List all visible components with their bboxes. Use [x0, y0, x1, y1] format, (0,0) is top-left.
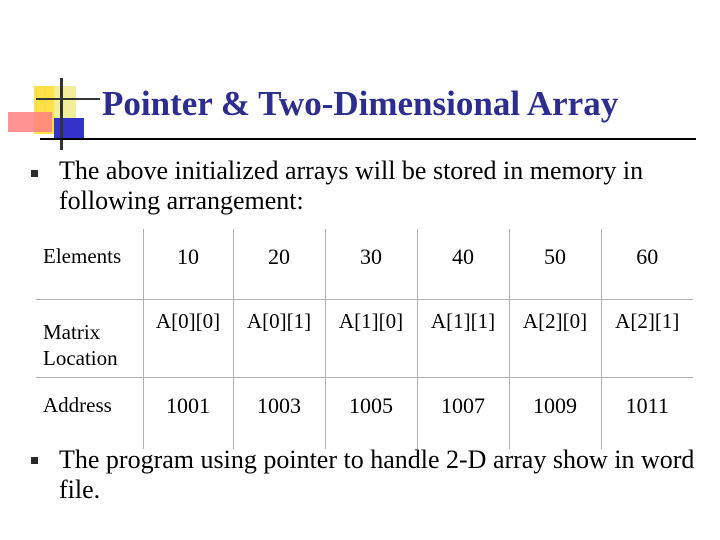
bullet-square-icon — [31, 170, 38, 177]
bullet-text-2: The program using pointer to handle 2-D array show in word file. — [59, 445, 695, 504]
table-cell: A[0][0] — [143, 300, 233, 378]
bullet-text-1: The above initialized arrays will be stored in memory in following arrangement: — [59, 156, 644, 215]
memory-arrangement-table — [36, 229, 693, 449]
table-cell: A[2][1] — [601, 300, 693, 378]
table-cell: A[0][1] — [233, 300, 325, 378]
table-cell: A[1][1] — [417, 300, 509, 378]
table-cell: 1003 — [233, 378, 325, 450]
slide-decoration-icon — [0, 0, 100, 150]
row-label-address: Address — [43, 393, 112, 417]
table-cell: 1001 — [143, 378, 233, 450]
title-divider — [40, 138, 696, 140]
table-cell: A[1][0] — [325, 300, 417, 378]
row-label-matrix-location: Matrix Location — [36, 300, 143, 378]
table-row — [36, 378, 693, 450]
table-cell: 1005 — [325, 378, 417, 450]
table-cell: 1011 — [601, 378, 693, 450]
table-cell: 20 — [233, 229, 325, 300]
table-row — [36, 229, 693, 300]
table-cell: 1009 — [509, 378, 601, 450]
slide-title: Pointer & Two-Dimensional Array — [102, 84, 619, 123]
row-label-elements: Elements — [43, 244, 122, 268]
table-cell: 30 — [325, 229, 417, 300]
table-cell: 50 — [509, 229, 601, 300]
table-row — [36, 300, 693, 378]
table-cell: 40 — [417, 229, 509, 300]
table-cell: 10 — [143, 229, 233, 300]
table-cell: 1007 — [417, 378, 509, 450]
table-cell: 60 — [601, 229, 693, 300]
bullet-square-icon — [31, 457, 38, 464]
table-cell: A[2][0] — [509, 300, 601, 378]
